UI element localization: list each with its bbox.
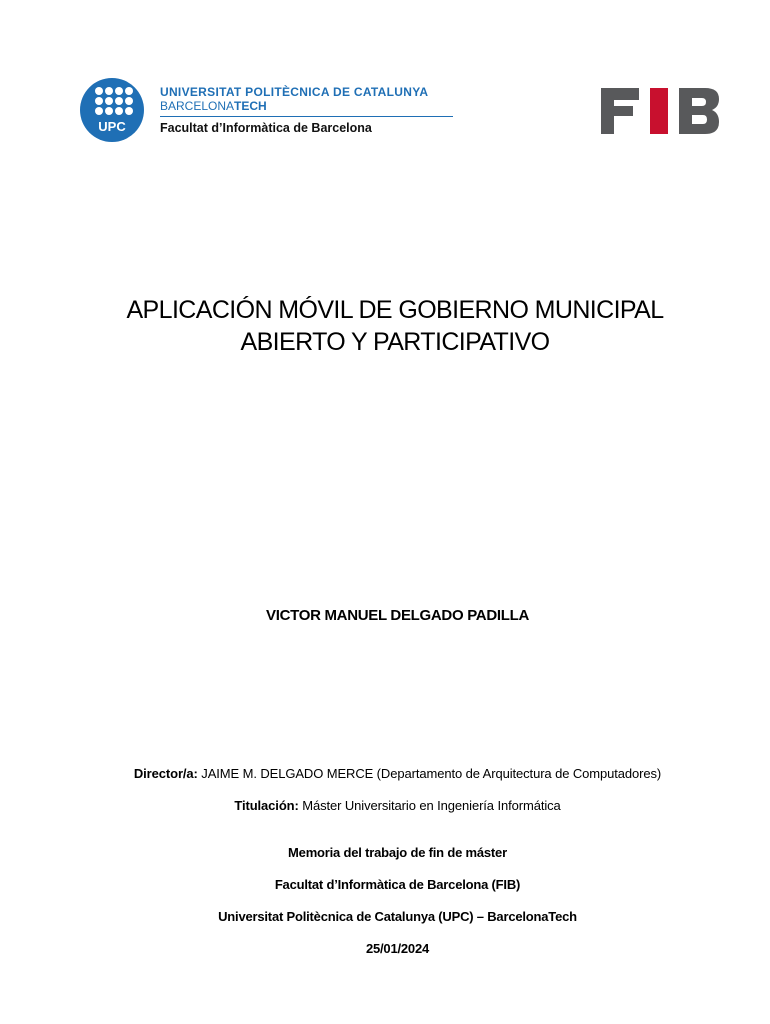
date-line: 25/01/2024: [365, 941, 430, 956]
subbrand-barcelona: BARCELONA: [160, 99, 235, 113]
document-title: [40, 294, 750, 358]
fib-logo: [601, 88, 719, 134]
faculty-full-line: Facultat d’Informàtica de Barcelona (FIB): [274, 877, 521, 892]
director-value: JAIME M. DELGADO MERCE (Departamento de Arquitectura de Computadores): [201, 766, 662, 781]
upc-badge-text: UPC: [98, 119, 126, 134]
subbrand-tech: TECH: [234, 99, 267, 113]
titulacion-label: Titulación:: [234, 798, 299, 813]
author-name: VICTOR MANUEL DELGADO PADILLA: [266, 607, 529, 624]
title-line-2: ABIERTO Y PARTICIPATIVO: [240, 328, 550, 356]
upc-brand-block: [160, 85, 455, 136]
upc-logo: [80, 78, 144, 142]
titulacion-value: Máster Universitario en Ingeniería Informática: [302, 798, 561, 813]
title-line-1: APLICACIÓN MÓVIL DE GOBIERNO MUNICIPAL: [126, 296, 664, 324]
university-name: UNIVERSITAT POLITÈCNICA DE CATALUNYA: [160, 85, 429, 99]
brand-divider: [160, 116, 453, 117]
titulacion-line: [0, 798, 770, 813]
subbrand: [160, 99, 455, 113]
director-label: Director/a:: [133, 766, 198, 781]
university-full-line: Universitat Politècnica de Catalunya (UPC) – BarcelonaTech: [218, 909, 577, 924]
memoria-line: Memoria del trabajo de fin de máster: [288, 845, 507, 860]
faculty-name: Facultat d’Informàtica de Barcelona: [160, 121, 372, 135]
director-line: [0, 766, 770, 781]
